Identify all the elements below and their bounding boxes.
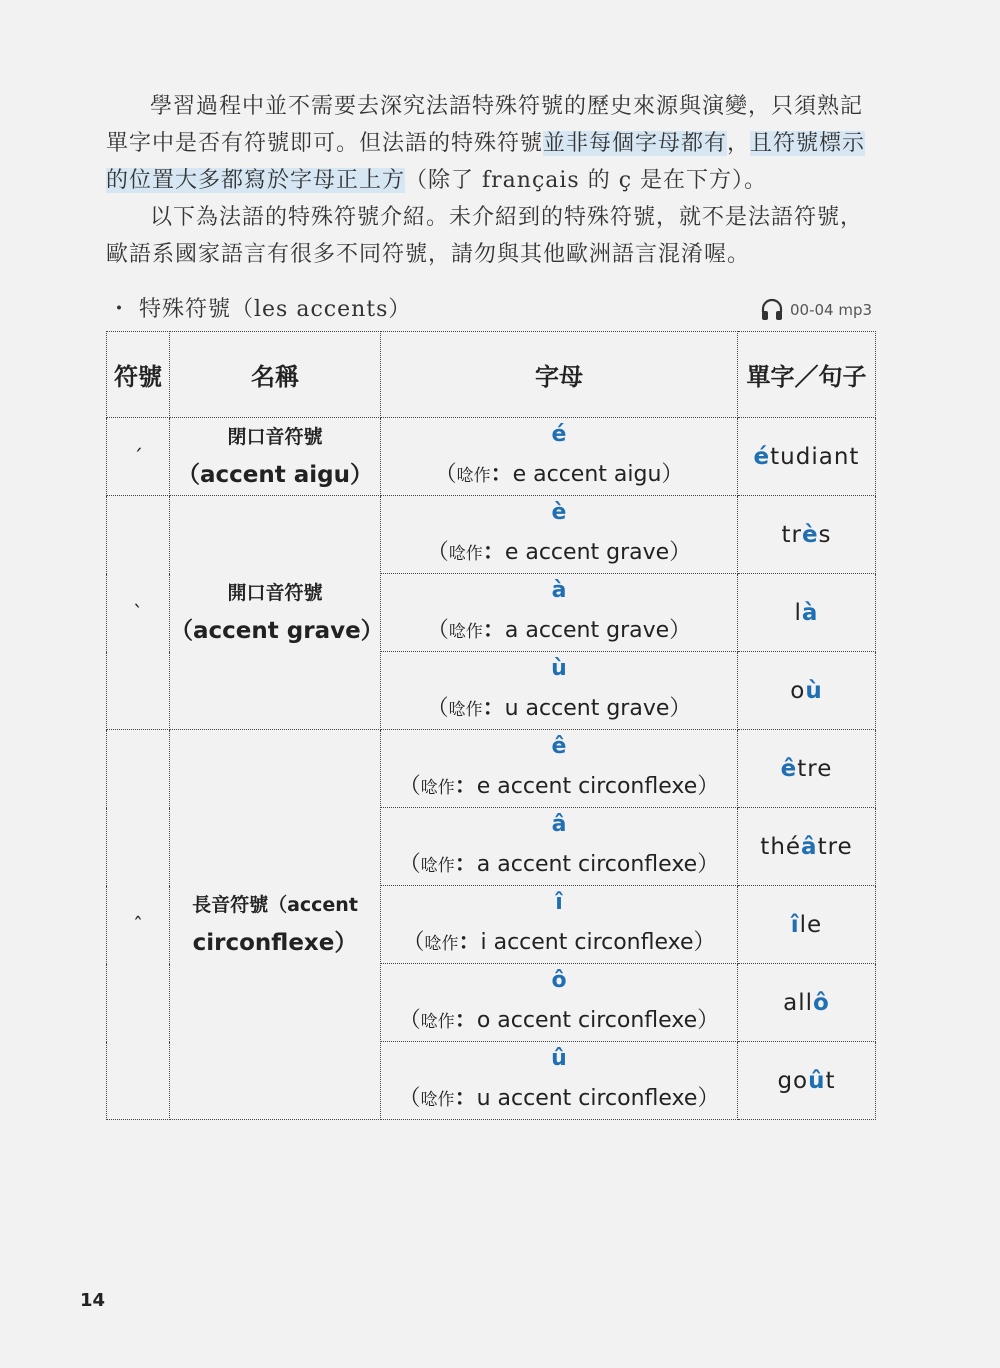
read-prefix: 唸作 — [448, 622, 483, 642]
word-accent: û — [808, 1067, 826, 1094]
word-accent: â — [801, 833, 818, 860]
word-part: go — [777, 1067, 809, 1094]
reading-text: e accent aigu — [512, 462, 662, 487]
intro-text: （除了 français 的 ç 是在下方）。 — [405, 168, 768, 193]
read-prefix: 唸作 — [448, 700, 483, 720]
example-word — [738, 964, 876, 1042]
read-prefix: 唸作 — [424, 934, 459, 954]
word-part: o — [790, 677, 806, 704]
highlight-text: 且符號標示的位置大多都寫於字母正上方 — [106, 131, 866, 193]
example-word — [738, 496, 876, 574]
example-word — [738, 886, 876, 964]
reading: （唸作：u accent circonflexe） — [398, 1086, 720, 1111]
example-word — [738, 418, 876, 496]
section-title: ・ 特殊符號（les accents） — [108, 297, 412, 322]
table-row — [107, 730, 876, 808]
accented-letter: î — [555, 890, 563, 915]
read-prefix: 唸作 — [420, 1090, 455, 1110]
read-prefix: 唸作 — [456, 466, 491, 486]
header-letter: 字母 — [381, 332, 738, 418]
accent-symbol: ˆ — [107, 730, 170, 1120]
reading: （唸作：a accent circonflexe） — [398, 852, 720, 877]
example-word — [738, 808, 876, 886]
accent-name — [170, 496, 384, 730]
intro-paragraph-1 — [106, 88, 876, 199]
word-part: tr — [781, 521, 802, 548]
accent-symbol: ´ — [107, 418, 170, 496]
table-row — [107, 418, 876, 496]
reading: （唸作：a accent grave） — [426, 618, 692, 643]
accent-name — [170, 418, 381, 496]
letter-cell — [381, 1042, 738, 1120]
example-word — [738, 652, 876, 730]
word-part: thé — [760, 833, 802, 860]
letter-cell — [381, 418, 738, 496]
accent-name-zh: 長音符號（accent — [192, 893, 358, 916]
accent-name-fr: （accent aigu） — [176, 461, 373, 488]
reading-text: a accent grave — [504, 618, 670, 643]
letter-cell — [381, 574, 738, 652]
word-part: tre — [817, 833, 853, 860]
word-part: tre — [797, 755, 833, 782]
read-prefix: 唸作 — [448, 544, 483, 564]
page-number: 14 — [80, 1290, 106, 1311]
accent-name-zh: 閉口音符號 — [227, 425, 323, 448]
example-word — [738, 730, 876, 808]
reading: （唸作：i accent circonflexe） — [402, 930, 716, 955]
word-accent: è — [801, 521, 819, 548]
accented-letter: à — [551, 578, 567, 603]
accented-letter: û — [551, 1046, 567, 1071]
accented-letter: ù — [551, 656, 567, 681]
audio-track — [760, 296, 872, 324]
intro-text: ， — [727, 131, 751, 156]
intro-text: 以下為法語的特殊符號介紹。未介紹到的特殊符號，就不是法語符號，歐語系國家語言有很多不同符號，請勿與其他歐洲語言混淆喔。 — [106, 205, 864, 267]
header-name: 名稱 — [170, 332, 381, 418]
reading: （唸作：o accent circonflexe） — [398, 1008, 720, 1033]
reading-text: e accent grave — [504, 540, 670, 565]
letter-cell — [381, 808, 738, 886]
reading-text: u accent circonflexe — [476, 1086, 698, 1111]
word-part: tudiant — [770, 443, 860, 470]
accented-letter: è — [551, 500, 567, 525]
word-part: t — [825, 1067, 836, 1094]
accent-name-fr: （accent grave） — [170, 617, 384, 644]
header-word: 單字／句子 — [738, 332, 876, 418]
reading-text: u accent grave — [504, 696, 670, 721]
reading-text: o accent circonflexe — [476, 1008, 698, 1033]
example-word — [738, 1042, 876, 1120]
audio-track-label: 00-04 mp3 — [790, 301, 873, 319]
accented-letter: ê — [551, 734, 567, 759]
read-prefix: 唸作 — [420, 778, 455, 798]
read-prefix: 唸作 — [420, 856, 455, 876]
accent-name-zh: 開口音符號 — [227, 581, 323, 604]
reading-text: e accent circonflexe — [476, 774, 698, 799]
accented-letter: â — [551, 812, 567, 837]
reading: （唸作：e accent aigu） — [434, 462, 684, 487]
word-accent: î — [790, 911, 800, 938]
accented-letter: é — [551, 422, 567, 447]
accented-letter: ô — [551, 968, 567, 993]
accent-name-fr: circonflexe） — [192, 929, 358, 956]
word-part: le — [799, 911, 823, 938]
reading: （唸作：u accent grave） — [426, 696, 692, 721]
example-word — [738, 574, 876, 652]
word-part: l — [794, 599, 802, 626]
table-row — [107, 496, 876, 574]
word-part: all — [783, 989, 814, 1016]
headphones-icon — [760, 298, 784, 322]
highlight-text: 並非每個字母都有 — [543, 131, 728, 156]
reading: （唸作：e accent circonflexe） — [398, 774, 720, 799]
word-accent: ù — [805, 677, 823, 704]
reading: （唸作：e accent grave） — [426, 540, 692, 565]
intro-paragraph-2 — [106, 199, 876, 273]
letter-cell — [381, 964, 738, 1042]
letter-cell — [381, 652, 738, 730]
reading-text: a accent circonflexe — [476, 852, 698, 877]
word-accent: é — [753, 443, 771, 470]
word-accent: ô — [813, 989, 830, 1016]
letter-cell — [381, 496, 738, 574]
word-part: s — [818, 521, 832, 548]
word-accent: ê — [780, 755, 798, 782]
accents-table — [106, 331, 876, 1120]
header-symbol: 符號 — [107, 332, 170, 418]
accent-symbol: ` — [107, 496, 170, 730]
accent-name — [170, 730, 381, 1120]
letter-cell — [381, 886, 738, 964]
read-prefix: 唸作 — [420, 1012, 455, 1032]
letter-cell — [381, 730, 738, 808]
reading-text: i accent circonflexe — [480, 930, 694, 955]
word-accent: à — [801, 599, 819, 626]
intro-text: 學習過程中並不需要去深究法語特殊符號的歷史來源與演變，只須熟記單字中是否有符號即可。但法語的特殊符號 — [106, 94, 864, 156]
